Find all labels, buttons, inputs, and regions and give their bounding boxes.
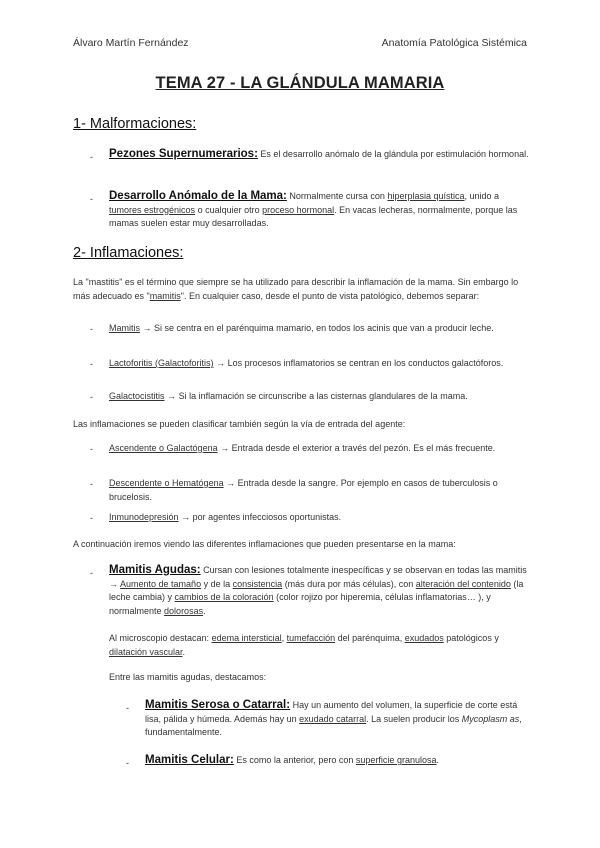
item-text: Si la inflamación se circunscribe a las cisternas glandulares de la mama. [178,391,468,401]
arrow-glyph: → [181,512,191,522]
item-text: (la leche cambia) y [109,578,524,602]
item-text: Cursan con lesiones totalmente inespecíficas y se observan en todas las mamitis [203,565,527,575]
item-term: Mamitis [109,323,140,333]
underlined-term: consistencia [232,578,283,589]
item-text: Normalmente cursa con [289,191,385,201]
bullet-marker: - [90,392,93,402]
item-term: Galactocistitis [109,391,165,401]
page-header [73,37,527,49]
header-author: Álvaro Martín Fernández [73,37,189,49]
routes-intro: Las inflamaciones se pueden clasificar también según la vía de entrada del agente: [73,419,406,429]
item-term: Pezones Supernumerarios: [109,148,258,160]
underlined-term: alteración del contenido [415,578,511,589]
bullet-marker: - [90,479,93,489]
underlined-term: exudados [404,633,444,643]
item-text: , unido a [464,191,500,201]
underlined-term: mamitis [149,290,181,301]
item-text: Entrada desde la sangre. Por ejemplo en casos de tuberculosis o brucelosis. [109,478,498,502]
paragraph-text: La "mastitis" es el término que siempre se ha utilizado para describir la inflamación de la mama. Sin embargo lo más adecuado es " [73,277,519,301]
item-text: . En vacas lecheras, normalmente, porque las mamas suelen estar muy desarrolladas. [109,204,518,228]
list-item-descendente [109,477,529,504]
item-text: . [203,605,206,616]
sub-item-serosa-catarral [145,699,529,740]
item-text: Los procesos inflamatorios se centran en los conductos galactóforos. [227,358,504,368]
item-term: Mamitis Celular: [145,754,234,766]
sub-item-celular [145,754,529,768]
underlined-term: exudado catarral [299,713,367,724]
bullet-marker: - [90,568,93,578]
next-intro: A continuación iremos viendo las diferentes inflamaciones que pueden presentarse en la mama: [73,539,456,549]
underlined-term: cambios de la coloración [174,592,274,602]
underlined-term: hiperplasia quística [387,191,465,201]
item-text: . [436,755,439,765]
bullet-marker: - [126,758,129,768]
item-term: Mamitis Serosa o Catarral: [145,699,291,711]
item-term: Lactoforitis (Galactoforitis) [109,358,214,368]
bullet-marker: - [126,703,129,713]
list-item-desarrollo-anomalo [109,190,529,231]
underlined-term: edema intersticial [211,633,282,643]
item-text: del parénquima, [337,633,403,643]
arrow-glyph: → [167,391,177,401]
underlined-term: superficie granulosa [355,755,437,765]
item-text: Es como la anterior, pero con [236,755,354,765]
section-heading-inflamaciones: 2- Inflamaciones: [73,245,184,261]
arrow-glyph: → [220,443,230,453]
list-item-pezones [109,148,529,162]
arrow-glyph: → [109,578,118,589]
item-text: (más dura por más células), con [284,578,414,589]
item-text: y de la [203,578,231,589]
item-term: Inmunodepresión [109,512,179,522]
item-text: Hay un aumento del volumen, la superficie de corte está lisa, pálida y húmeda. Además hay un [145,700,518,724]
italic-term: Mycoplasm as [461,713,520,724]
section-heading-malformaciones: 1- Malformaciones: [73,116,197,132]
item-text: Entrada desde el exterior a través del pezón. Es el más frecuente. [231,443,496,453]
item-text: por agentes infecciosos oportunistas. [192,512,342,522]
underlined-term: dilatación vascular [109,646,183,657]
arrow-glyph: → [216,358,226,368]
arrow-glyph: → [142,323,152,333]
bullet-marker: - [90,324,93,334]
header-course: Anatomía Patológica Sistémica [381,37,527,49]
paragraph-text: ". En cualquier caso, desde el punto de vista patológico, debemos separar: [180,290,480,301]
bullet-marker: - [90,359,93,369]
sub-list-intro: Entre las mamitis agudas, destacamos: [109,672,267,682]
bullet-marker: - [90,152,93,162]
item-term: Ascendente o Galactógena [109,443,218,453]
list-item-mamitis [109,322,529,336]
list-item-ascendente [109,442,529,456]
document-title: TEMA 27 - LA GLÁNDULA MAMARIA [155,74,445,92]
item-text: , fundamentalmente. [145,713,522,737]
item-text: Al microscopio destacan: [109,633,210,643]
underlined-term: proceso hormonal [262,204,335,215]
item-term: Desarrollo Anómalo de la Mama: [109,190,287,202]
item-text: o cualquier otro [197,204,260,215]
item-text: . La suelen producir los [366,713,460,724]
underlined-term: tumefacción [286,633,336,643]
list-item-mamitis-agudas [109,564,529,618]
underlined-term: dolorosas [164,605,204,616]
bullet-marker: - [90,444,93,454]
list-item-inmunodepresion [109,511,529,525]
item-text: patológicos y [446,633,499,643]
item-term: Descendente o Hematógena [109,478,224,488]
item-text: Si se centra en el parénquima mamario, en todos los acinis que van a producir leche. [154,323,494,333]
list-item-galactoforitis [109,357,529,371]
intro-paragraph [73,276,528,303]
underlined-term: Aumento de tamaño [120,578,202,589]
item-text: Es el desarrollo anómalo de la glándula por estimulación hormonal. [260,149,529,159]
item-text: . [182,646,186,657]
arrow-glyph: → [226,478,236,488]
bullet-marker: - [90,513,93,523]
microscopy-paragraph: Al microscopio destacan: edema intersticial, tumefacción del parénquima, exudados patológicos y dilatación vascular. [109,633,499,657]
item-term: Mamitis Agudas: [109,564,201,576]
item-text: (color rojizo por hiperemia, células inflamatorias… ), y normalmente [109,592,491,616]
bullet-marker: - [90,194,93,204]
underlined-term: tumores estrogénicos [109,204,196,215]
list-item-galactocistitis [109,390,529,404]
